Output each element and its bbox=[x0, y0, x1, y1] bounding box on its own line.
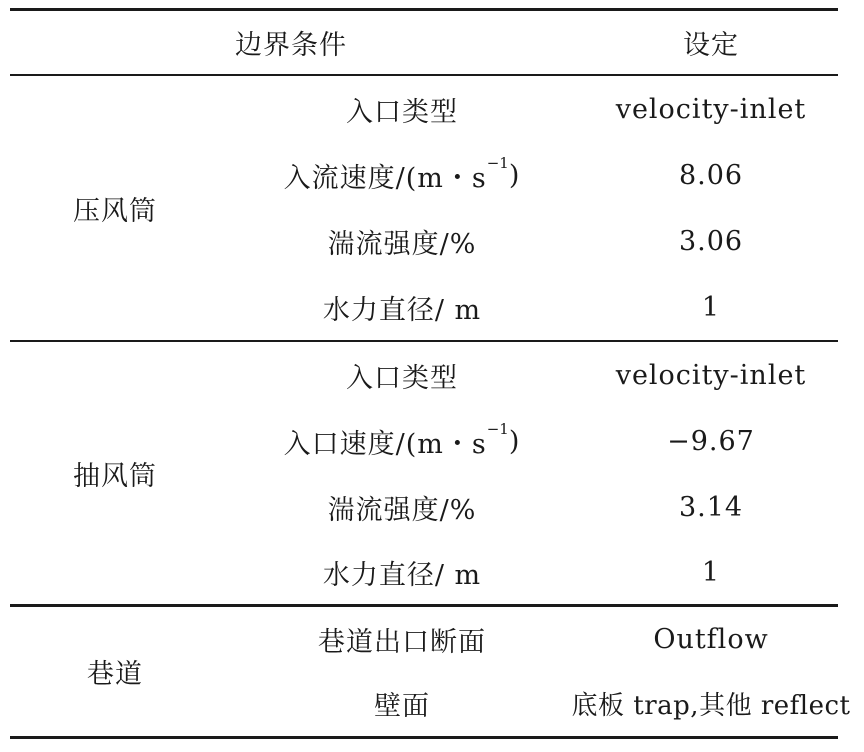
param-label: 入口类型 bbox=[346, 362, 458, 394]
param-label: 入口类型 bbox=[346, 96, 458, 128]
param-label: 湍流强度/% bbox=[327, 494, 477, 526]
param-label: 壁面 bbox=[374, 691, 430, 722]
param-value: 3.14 bbox=[678, 491, 744, 523]
param-value: 底板 trap,其他 reflect bbox=[571, 691, 851, 721]
header-setting: 设定 bbox=[683, 29, 739, 61]
param-label: 水力直径/ m bbox=[322, 294, 482, 326]
header-condition: 边界条件 bbox=[235, 29, 347, 61]
group-name: 抽风筒 bbox=[73, 460, 157, 492]
param-value: −9.67 bbox=[667, 425, 755, 457]
param-label-superscript: −1 bbox=[486, 154, 509, 172]
group-name: 巷道 bbox=[87, 659, 143, 690]
group-name: 压风筒 bbox=[73, 195, 157, 227]
param-value: 1 bbox=[701, 291, 721, 323]
param-label-superscript: −1 bbox=[486, 420, 509, 438]
param-label-suffix: ) bbox=[508, 425, 521, 457]
param-value: 3.06 bbox=[678, 225, 744, 257]
param-label: 水力直径/ m bbox=[322, 559, 482, 591]
param-label-prefix: 入流速度/(m・s bbox=[283, 162, 487, 194]
param-value: 1 bbox=[701, 556, 721, 588]
param-label: 巷道出口断面 bbox=[318, 626, 486, 658]
param-value: 8.06 bbox=[678, 159, 744, 191]
param-label: 湍流强度/% bbox=[327, 228, 477, 260]
param-value: velocity-inlet bbox=[615, 93, 807, 125]
param-value: Outflow bbox=[653, 623, 769, 655]
bottom-rule bbox=[10, 736, 838, 739]
param-label bbox=[232, 142, 572, 208]
param-label bbox=[232, 408, 572, 474]
param-label-prefix: 入口速度/(m・s bbox=[283, 428, 487, 460]
param-label-suffix: ) bbox=[508, 159, 521, 191]
param-value: velocity-inlet bbox=[615, 359, 807, 391]
